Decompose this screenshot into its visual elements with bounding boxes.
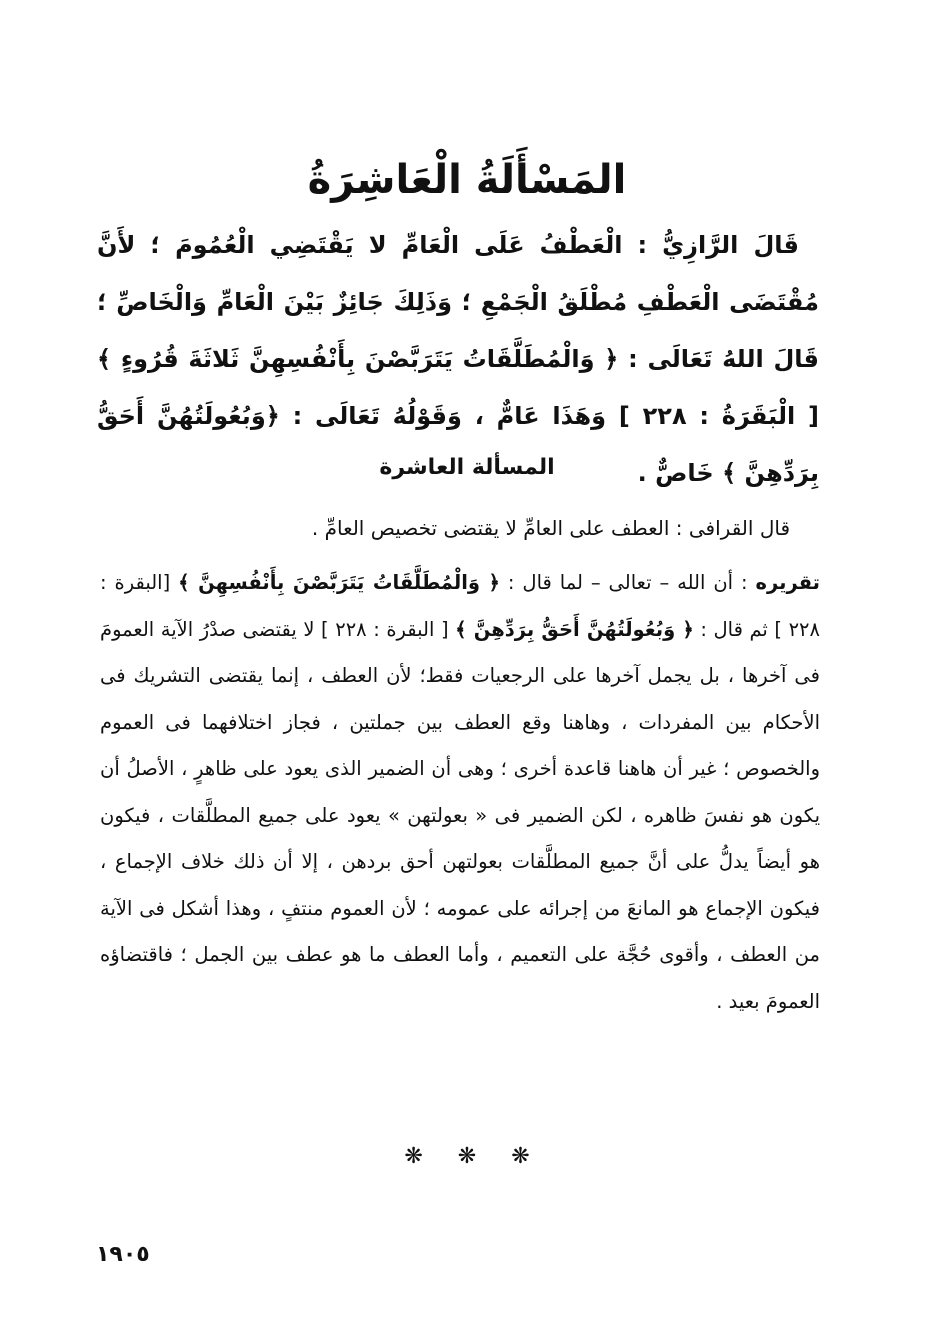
- section-heading: المسألة العاشرة: [379, 455, 555, 480]
- commentary-text-2: [البقرة : ٢٢٨ ] ثم قال :: [100, 571, 820, 641]
- quran-quote-2: ﴿ وَبُعُولَتُهُنَّ أَحَقُّ بِرَدِّهِنَّ ﴾: [455, 617, 694, 641]
- commentary-lead: تقريره: [755, 571, 820, 594]
- asterisk-ornament-icon: ❋: [511, 1144, 530, 1169]
- commentary-text-3: [ البقرة : ٢٢٨ ] لا يقتضى صدْرُ الآية العمومَ فى آخرها ، بل يجمل آخرها على الرجعيات فقط؛ لأن العطف ، إنما يقتضى التشريك فى الأحكام بين المفردات ، وهاهنا وقع العطف بين جملتين ، فجاز اختلافهما فى العموم والخصوص ؛ غير أن هاهنا قاعدة أخرى ؛ وهى أن الضمير الذى يعود على ظاهرٍ ، الأصلُ أن يكون هو نفسَ ظاهره ، لكن الضمير فى « بعولتهن » يعود على جميع المطلَّقات ، فيكون هو أيضاً يدلُّ على أنَّ جميع المطلَّقات بعولتهن أحق بردهن ، إلا أن ذلك خلاف الإجماع ، فيكون الإجماع هو المانعَ من إجرائه على عمومه ؛ لأن العموم منتفٍ ، وهذا أشكل فى الآية من العطف ، وأقوى حُجَّة على التعميم ، وأما العطف ما هو عطف بين الجمل ؛ فاقتضاؤه العمومَ بعيد .: [100, 617, 820, 1013]
- asterisk-ornament-icon: ❋: [404, 1144, 423, 1169]
- razi-text: قَالَ الرَّازِيُّ : الْعَطْفُ عَلَى الْعَامِّ لا يَقْتَضِي الْعُمُومَ ؛ لأَنَّ مُقْتَضَى الْعَطْفِ مُطْلَقُ الْجَمْعِ ؛ وَذَلِكَ جَائِزٌ بَيْنَ الْعَامِّ وَالْخَاصِّ ؛ قَالَ اللهُ تَعَالَى : ﴿ وَالْمُطَلَّقَاتُ يَتَرَبَّصْنَ بِأَنْفُسِهِنَّ ثَلاثَةَ قُرُوءٍ ﴾ [ الْبَقَرَةُ : ٢٢٨ ] وَهَذَا عَامٌّ ، وَقَوْلُهُ تَعَالَى : ﴿وَبُعُولَتُهُنَّ أَحَقُّ بِرَدِّهِنَّ ﴾ خَاصٌّ .: [97, 231, 819, 487]
- commentary-paragraph: [100, 560, 820, 1025]
- page-title: المَسْأَلَةُ الْعَاشِرَةُ: [307, 157, 627, 203]
- page-number: ١٩٠٥: [96, 1242, 150, 1267]
- asterisk-ornament-icon: ❋: [457, 1144, 477, 1169]
- qarafi-statement: قال القرافى : العطف على العامِّ لا يقتضى تخصيص العامِّ .: [311, 516, 790, 540]
- section-divider: [0, 1142, 934, 1172]
- commentary-text-1: : أن الله – تعالى – لما قال :: [499, 571, 756, 594]
- quran-quote-1: ﴿ وَالْمُطَلَّقَاتُ يَتَرَبَّصْنَ بِأَنْفُسِهِنَّ ﴾: [178, 571, 500, 594]
